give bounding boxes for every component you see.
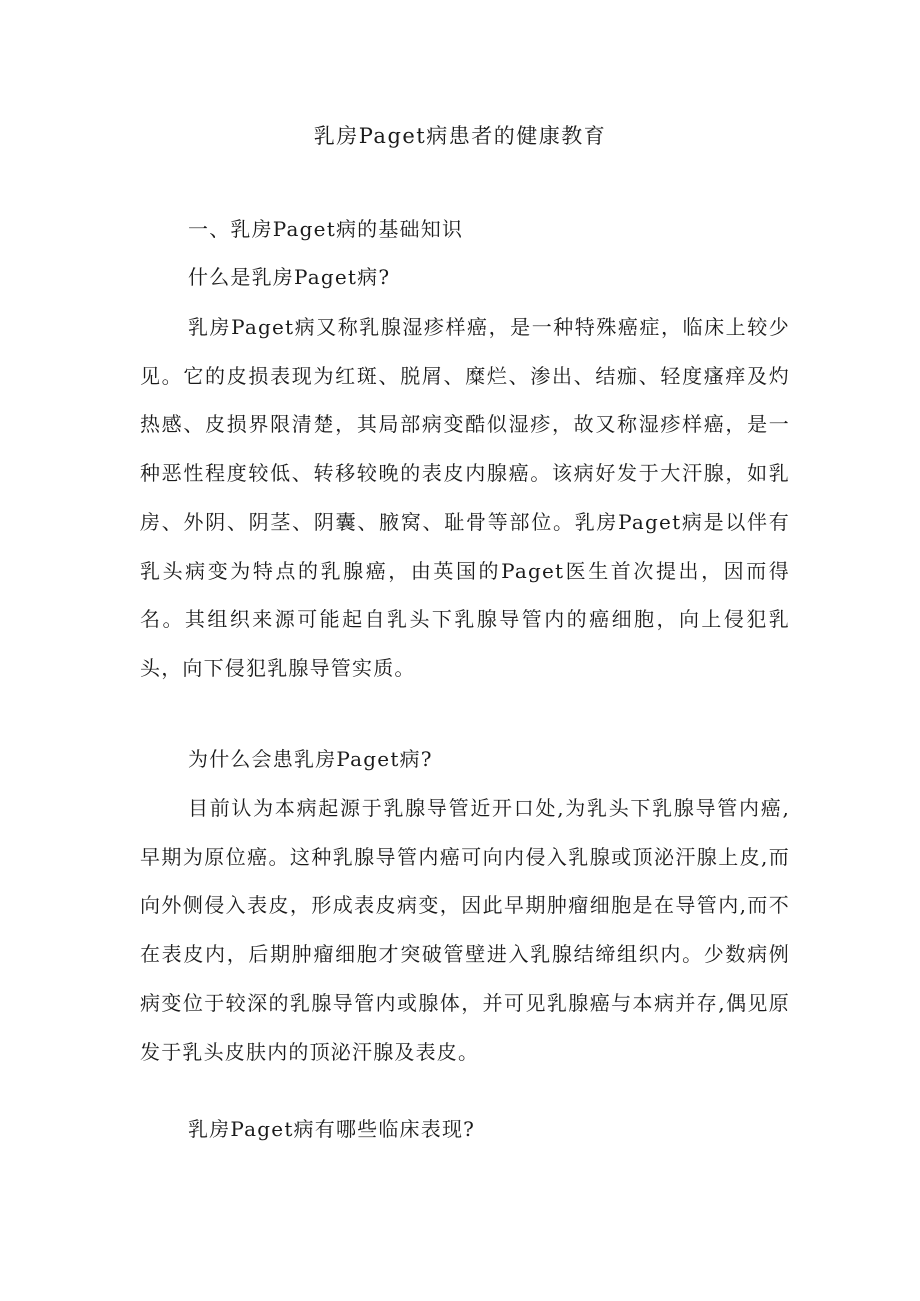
section-heading: 一、乳房Paget病的基础知识 bbox=[188, 217, 464, 241]
question-symptoms: 乳房Paget病有哪些临床表现? bbox=[188, 1117, 476, 1141]
question-why: 为什么会患乳房Paget病? bbox=[188, 747, 433, 771]
question-what-is: 什么是乳房Paget病? bbox=[188, 265, 391, 289]
paragraph-definition: 乳房Paget病又称乳腺湿疹样癌，是一种特殊癌症，临床上较少见。它的皮损表现为红斑、脱屑、糜烂、渗出、结痂、轻度瘙痒及灼热感、皮损界限清楚，其局部病变酷似湿疹，故又称湿疹样癌，是一种恶性程度较低、转移较晚的表皮内腺癌。该病好发于大汗腺，如乳房、外阴、阴茎、阴囊、腋窝、耻骨等部位。乳房Paget病是以伴有乳头病变为特点的乳腺癌，由英国的Paget医生首次提出，因而得名。其组织来源可能起自乳头下乳腺导管内的癌细胞，向上侵犯乳头，向下侵犯乳腺导管实质。 bbox=[140, 315, 790, 680]
paragraph-cause: 目前认为本病起源于乳腺导管近开口处,为乳头下乳腺导管内癌,早期为原位癌。这种乳腺导管内癌可向内侵入乳腺或顶泌汗腺上皮,而向外侧侵入表皮，形成表皮病变，因此早期肿瘤细胞是在导管内,而不在表皮内，后期肿瘤细胞才突破管壁进入乳腺结缔组织内。少数病例病变位于较深的乳腺导管内或腺体，并可见乳腺癌与本病并存,偶见原发于乳头皮肤内的顶泌汗腺及表皮。 bbox=[140, 796, 790, 1064]
document-title: 乳房Paget病患者的健康教育 bbox=[313, 124, 607, 148]
